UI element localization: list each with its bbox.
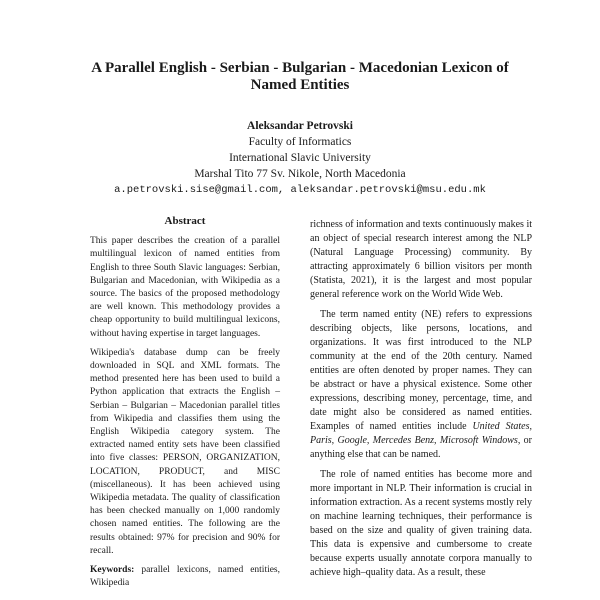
body-paragraph-2-examples: United States, Paris, Google, Mercedes Benz, Microsoft Windows [310, 421, 532, 446]
body-paragraph-1: richness of information and texts continuously makes it an object of special research interest among the NLP (Natural Language Processing) community. By attracting approximately 6 billion visitors per month (Statista, 2021), it is the largest and most popular general reference work on the World Wide Web. [310, 219, 532, 300]
keywords-label: Keywords: [90, 565, 135, 576]
affiliation-university: International Slavic University [229, 152, 371, 164]
body-paragraph-2-text-a: The term named entity (NE) refers to expressions describing objects, like persons, locations, and organizations. It was first introduced to the NLP community at the end of the 20th century. Named entities are often denoted by proper names. They can be abstract or have a physical existence. Some other expressions, describing money, percentage, time, and date might also be considered as named entities. Examples of named entities include [310, 309, 532, 432]
body-paragraph-2-text-b: , or anything else that can be named. [310, 435, 532, 460]
keywords-text: parallel lexicons, named entities, Wikipedia [90, 565, 281, 589]
title-line-2: Named Entities [250, 77, 350, 93]
author-name: Aleksandar Petrovski [247, 120, 353, 132]
author-emails: a.petrovski.sise@gmail.com, aleksandar.petrovski@msu.edu.mk [114, 184, 486, 196]
body-paragraph-2 [310, 308, 532, 462]
author-block [40, 118, 560, 198]
affiliation-faculty: Faculty of Informatics [248, 136, 352, 148]
title-line-1: A Parallel English - Serbian - Bulgarian - Macedonian Lexicon of [91, 60, 509, 76]
abstract-paragraph-1: This paper describes the creation of a parallel multilingual lexicon of named entities from English to three South Slavic languages: Serbian, Bulgarian and Macedonian, with Wikipedia as a source. The basics of the proposed methodology are well known. This methodology provides a cheap opportunity to build multilingual lexicons, without having expertise in target languages. [90, 236, 280, 339]
abstract-paragraph-2: Wikipedia's database dump can be freely downloaded in SQL and XML formats. The method presented here has been used to build a Python application that extracts the English – Serbian – Bulgarian – Macedonian parallel titles from Wikipedia and classifies them using the English Wikipedia category system. The extracted named entity sets have been classified into five classes: PERSON, ORGANIZATION, LOCATION, PRODUCT, and MISC (miscellaneous). It has been achieved using Wikipedia metadata. The quality of classification has been checked manually on 1,000 randomly chosen named entities. The following are the results obtained: 97% for precision and 90% for recall. [90, 347, 280, 556]
keywords-paragraph [90, 564, 280, 590]
abstract-heading: Abstract [164, 215, 206, 227]
body-column [310, 218, 532, 586]
affiliation-address: Marshal Tito 77 Sv. Nikole, North Macedonia [194, 168, 406, 180]
abstract-column [90, 215, 280, 596]
body-paragraph-3: The role of named entities has become more and more important in NLP. Their information is crucial in information extraction. As a recent systems mostly rely on machine learning techniques, their performance is based on the size and quality of given training data. This data is expensive and cumbersome to create because experts usually annotate corpora manually to achieve high–quality data. As a result, these [310, 469, 532, 578]
paper-title [40, 60, 560, 94]
